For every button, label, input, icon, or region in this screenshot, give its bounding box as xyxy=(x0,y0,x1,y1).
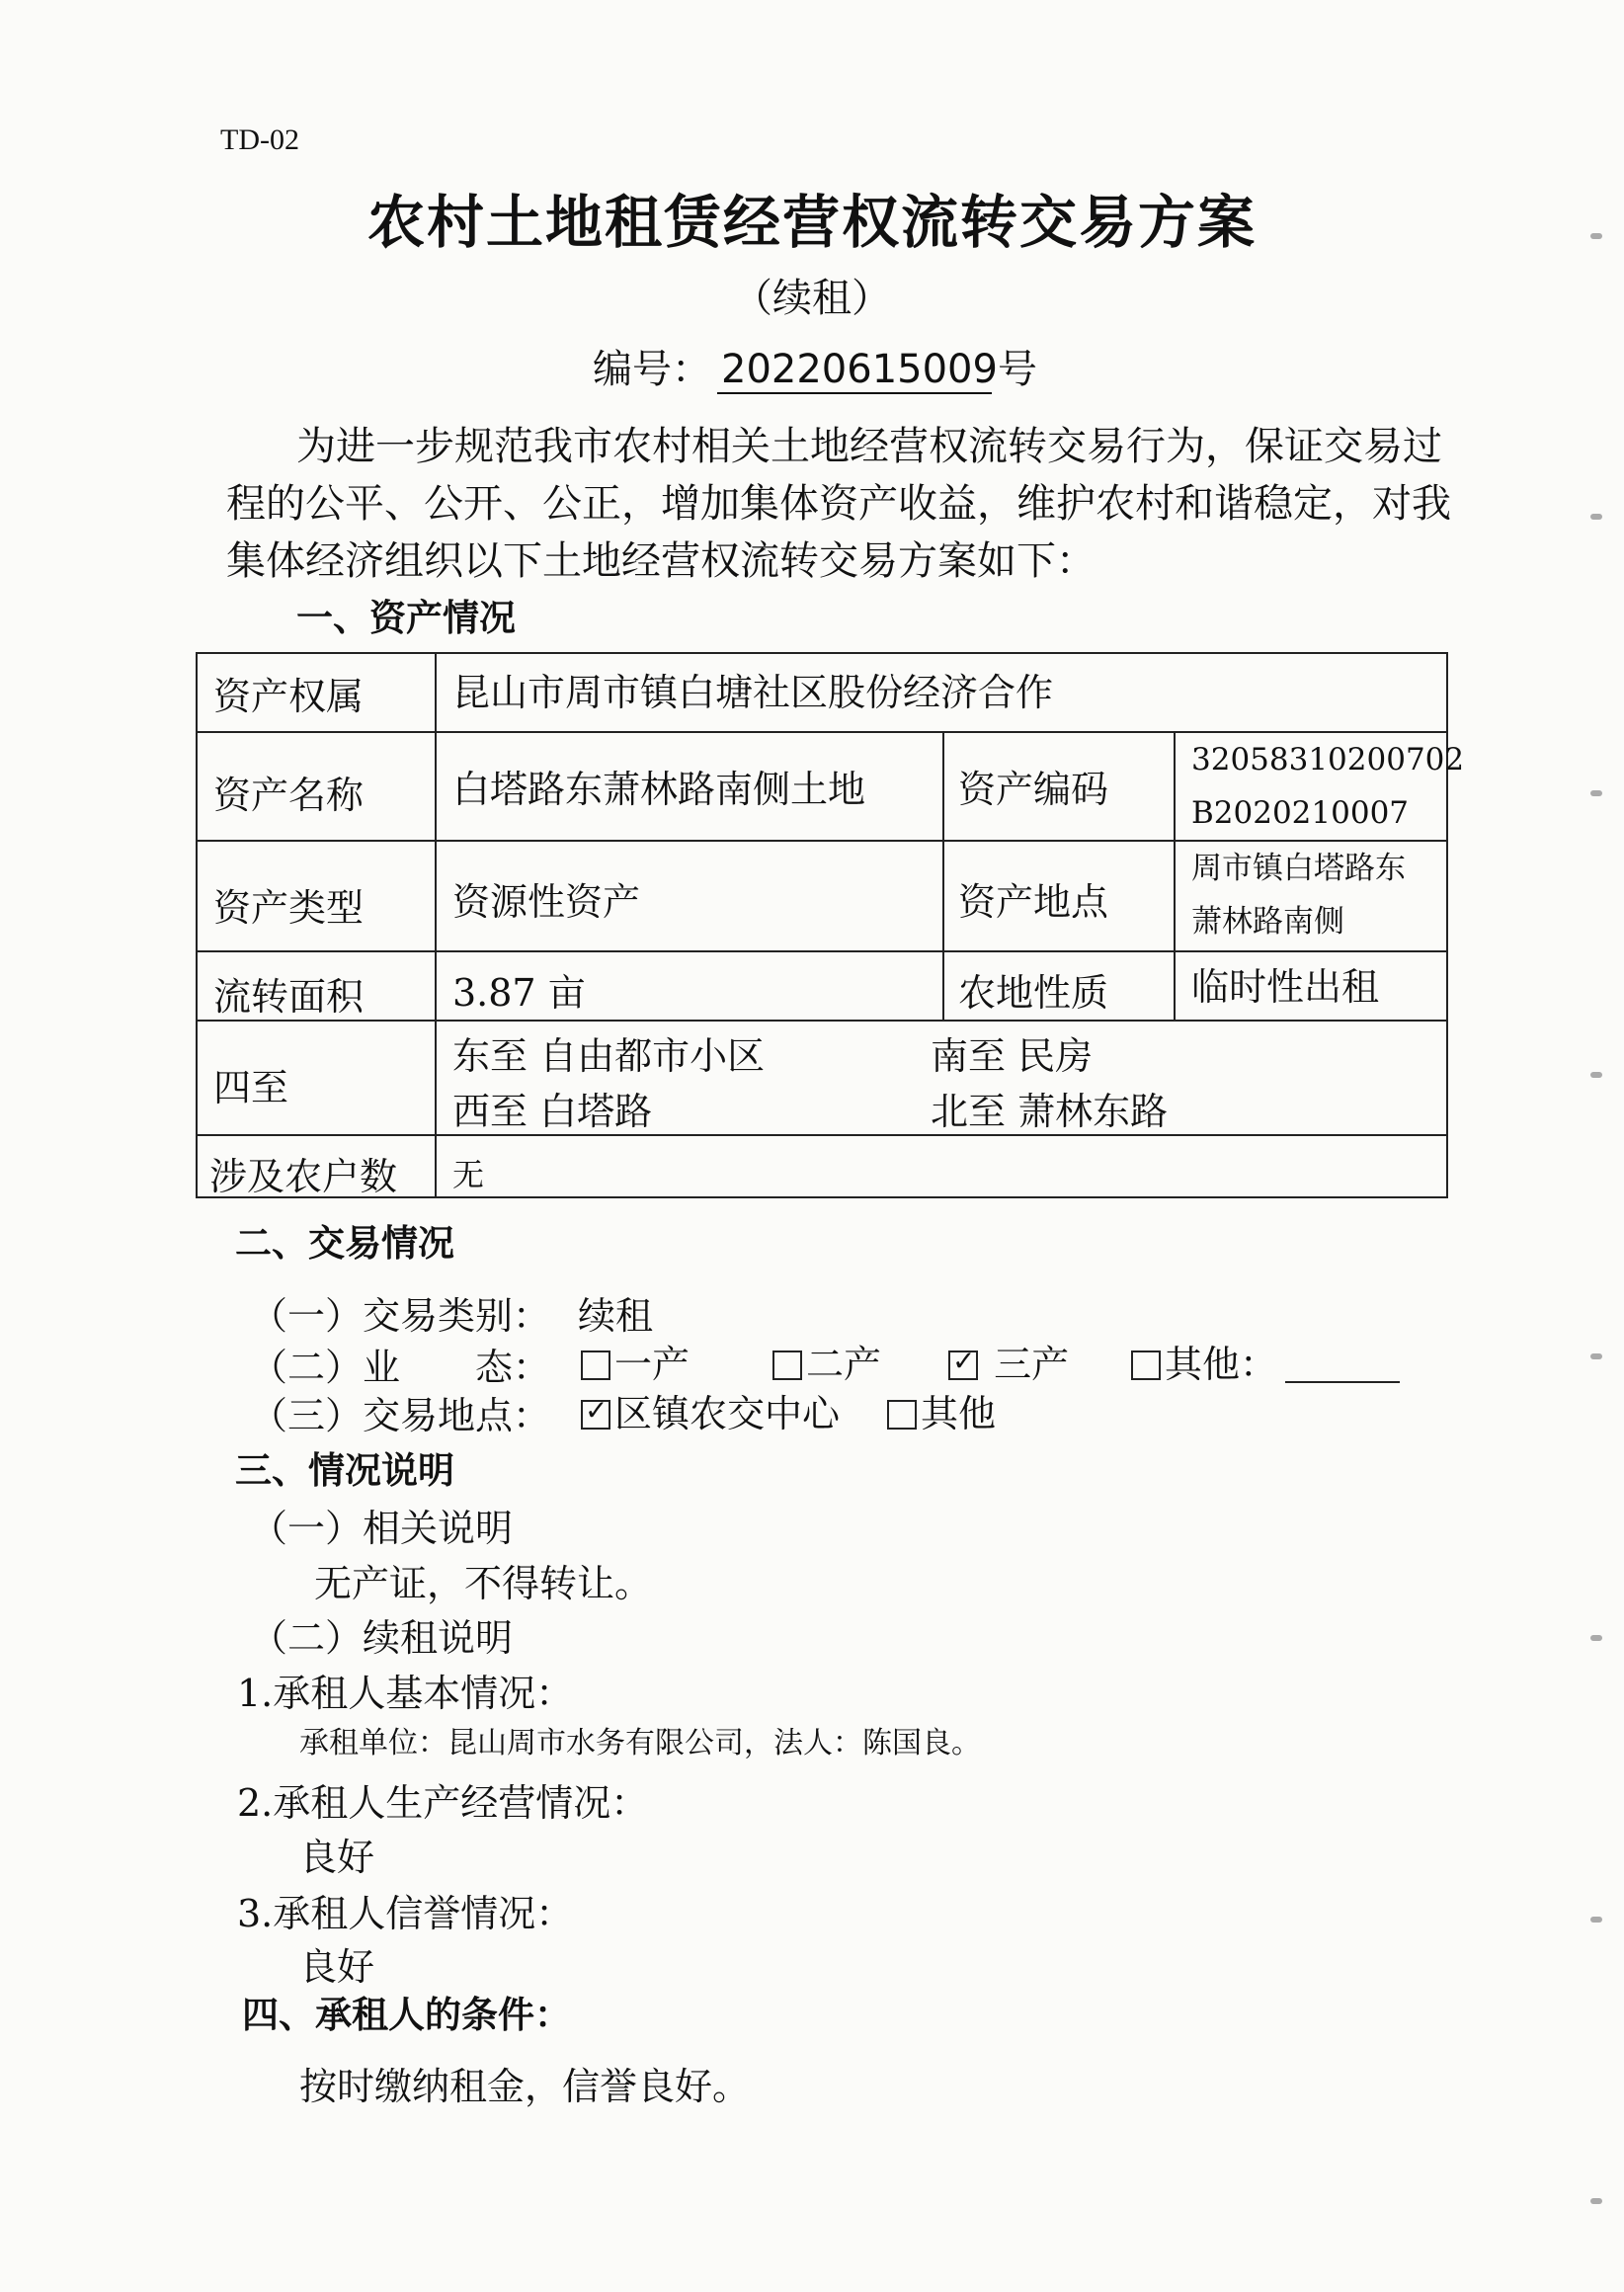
conditions-text: 按时缴纳租金，信誉良好。 xyxy=(299,2065,751,2108)
label-boundaries: 四至 xyxy=(213,1066,289,1109)
scan-mark xyxy=(1590,1353,1602,1359)
checkbox-tertiary-industry[interactable] xyxy=(948,1351,978,1380)
place-option xyxy=(887,1383,996,1437)
value-asset-code-line2: B2020210007 xyxy=(1191,795,1410,831)
label-asset-name: 资产名称 xyxy=(213,774,365,817)
value-asset-code-line1: 32058310200702 xyxy=(1191,742,1465,778)
option-label: 一产 xyxy=(614,1343,690,1386)
other-industry-blank[interactable] xyxy=(1285,1351,1400,1383)
label-land-nature: 农地性质 xyxy=(958,971,1109,1015)
table-rule xyxy=(942,731,944,1020)
boundary-east: 东至 自由都市小区 xyxy=(452,1034,766,1078)
option-label: 二产 xyxy=(806,1343,882,1386)
intro-line: 集体经济组织以下土地经营权流转交易方案如下： xyxy=(226,538,1096,584)
value-asset-type: 资源性资产 xyxy=(452,880,641,924)
value-ownership: 昆山市周市镇白塘社区股份经济合作 xyxy=(452,671,1054,714)
document-subtitle: （续租） xyxy=(733,276,891,321)
scan-mark xyxy=(1590,233,1602,239)
option-label: 三产 xyxy=(994,1343,1070,1386)
table-rule xyxy=(198,1134,1446,1136)
number-value: 20220615009 xyxy=(717,347,992,394)
boundary-south: 南至 民房 xyxy=(931,1034,1094,1078)
table-rule xyxy=(198,950,1446,952)
checkbox-secondary-industry[interactable] xyxy=(772,1351,802,1380)
value-transfer-area: 3.87 亩 xyxy=(452,971,586,1015)
scan-mark xyxy=(1590,514,1602,520)
section-heading: 二、交易情况 xyxy=(235,1222,454,1265)
industry-option xyxy=(772,1334,881,1388)
intro-line: 为进一步规范我市农村相关土地经营权流转交易行为，保证交易过 xyxy=(296,424,1442,469)
table-rule xyxy=(435,654,437,1196)
boundary-north: 北至 萧林东路 xyxy=(931,1090,1169,1133)
document-title: 农村土地租赁经营权流转交易方案 xyxy=(366,189,1257,256)
industry-option xyxy=(1131,1334,1400,1388)
label-asset-location: 资产地点 xyxy=(958,880,1109,924)
value-land-nature: 临时性出租 xyxy=(1191,965,1380,1009)
item3-label: 3.承租人信誉情况： xyxy=(237,1892,574,1935)
table-rule xyxy=(198,1020,1446,1022)
label-households: 涉及农户数 xyxy=(209,1155,398,1198)
place-option xyxy=(581,1383,840,1437)
option-label: 其他 xyxy=(921,1392,997,1435)
value-households: 无 xyxy=(452,1156,485,1193)
label-asset-code: 资产编码 xyxy=(958,768,1109,811)
item2-text: 良好 xyxy=(299,1836,375,1879)
scan-mark xyxy=(1590,1072,1602,1078)
intro-line: 程的公平、公开、公正，增加集体资产收益，维护农村和谐稳定，对我 xyxy=(226,481,1451,527)
scan-mark xyxy=(1590,2198,1602,2204)
document-number xyxy=(593,338,1037,394)
item1-label: 1.承租人基本情况： xyxy=(237,1672,574,1715)
table-rule xyxy=(1174,731,1176,1020)
item3-text: 良好 xyxy=(299,1945,375,1989)
boundary-west: 西至 白塔路 xyxy=(452,1090,653,1133)
scan-mark xyxy=(1590,790,1602,796)
asset-table xyxy=(196,652,1465,1198)
value-asset-location-line1: 周市镇白塔路东 xyxy=(1191,851,1406,886)
checkbox-district-center[interactable] xyxy=(581,1400,610,1430)
number-suffix: 号 xyxy=(998,347,1037,392)
trade-type-label: （一）交易类别： xyxy=(250,1294,551,1338)
section-heading: 三、情况说明 xyxy=(235,1449,454,1492)
scan-mark xyxy=(1590,1917,1602,1923)
renewal-label: （二）续租说明 xyxy=(250,1616,514,1660)
item1-text: 承租单位：昆山周市水务有限公司，法人：陈国良。 xyxy=(299,1726,981,1760)
item2-label: 2.承租人生产经营情况： xyxy=(237,1781,649,1825)
checkbox-primary-industry[interactable] xyxy=(581,1351,610,1380)
section-heading: 一、资产情况 xyxy=(296,597,516,639)
industry-label: （二）业 态： xyxy=(250,1346,551,1389)
label-transfer-area: 流转面积 xyxy=(213,975,365,1019)
option-label: 区镇农交中心 xyxy=(614,1392,841,1435)
option-label: 其他： xyxy=(1165,1343,1278,1386)
related-label: （一）相关说明 xyxy=(250,1507,514,1550)
document-code: TD-02 xyxy=(220,123,299,156)
scan-mark xyxy=(1590,1635,1602,1641)
label-asset-type: 资产类型 xyxy=(213,886,365,930)
section-heading: 四、承租人的条件： xyxy=(242,1994,571,2036)
trade-type-value: 续租 xyxy=(578,1294,654,1338)
related-text: 无产证，不得转让。 xyxy=(314,1562,653,1605)
value-asset-location-line2: 萧林路南侧 xyxy=(1191,904,1344,940)
checkbox-other-place[interactable] xyxy=(887,1400,917,1430)
industry-option xyxy=(948,1334,1069,1388)
number-label: 编号： xyxy=(593,347,711,392)
place-label: （三）交易地点： xyxy=(250,1394,551,1437)
label-ownership: 资产权属 xyxy=(213,675,365,718)
value-asset-name: 白塔路东萧林路南侧土地 xyxy=(452,768,866,811)
checkbox-other-industry[interactable] xyxy=(1131,1351,1161,1380)
industry-option xyxy=(581,1334,690,1388)
